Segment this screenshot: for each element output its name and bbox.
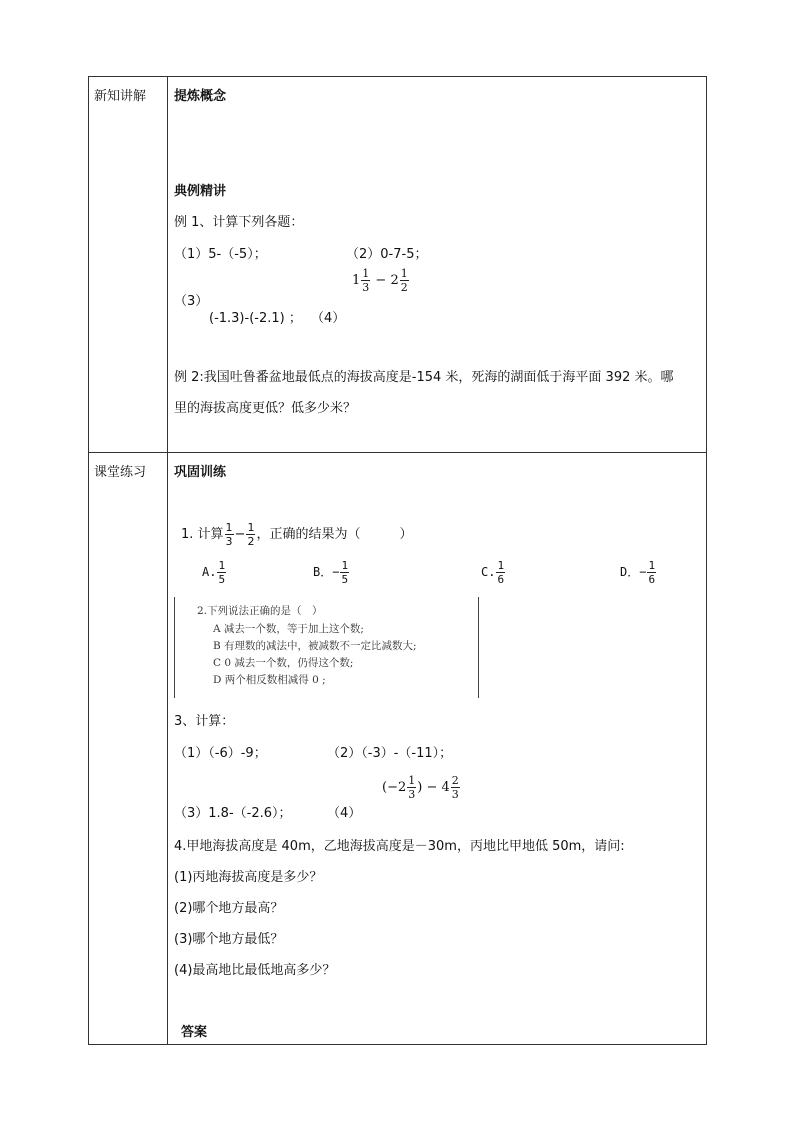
question2-stem: 2.下列说法正确的是（ ） — [197, 605, 323, 617]
question4-intro: 4.甲地海拔高度是 40m，乙地海拔高度是－30m，丙地比甲地低 50m，请问: — [174, 839, 625, 854]
question2-image-box — [174, 597, 479, 698]
question3-title: 3、计算： — [174, 714, 235, 729]
question4-item4: (4)最高地比最低地高多少？ — [174, 963, 336, 978]
question1-option-a: A. $\frac{1}{5}$ — [202, 559, 226, 586]
question3-part1: （1）（-6）-9； — [174, 746, 267, 761]
example2-line1: 例 2:我国吐鲁番盆地最低点的海拔高度是-154 米，死海的湖面低于海平面 392 米。哪 — [174, 370, 674, 385]
example1-title: 例 1、计算下列各题： — [174, 215, 304, 230]
example1-part4-label: （4） — [311, 311, 346, 326]
table-left-border — [88, 76, 89, 1045]
example1-part3-expression: (-1.3)-(-2.1) ； — [209, 311, 302, 326]
table-bottom-border — [88, 1044, 707, 1045]
question4-item3: (3)哪个地方最低？ — [174, 932, 284, 947]
question2-option-d: D 两个相反数相减得 0 ; — [213, 674, 326, 686]
example1-part2: （2）0-7-5； — [346, 247, 428, 262]
example2-line2: 里的海拔高度更低？低多少米？ — [174, 401, 357, 416]
example1-part1: （1）5-（-5）； — [174, 247, 267, 262]
question2-option-c: C 0 减去一个数，仍得这个数; — [213, 657, 354, 669]
question3-part3: （3）1.8-（-2.6）； — [174, 806, 292, 821]
section-heading-examples: 典例精讲 — [174, 184, 227, 199]
question4-item2: (2)哪个地方最高？ — [174, 901, 284, 916]
example1-part3-label: （3） — [174, 294, 209, 309]
section-heading-consolidation: 巩固训练 — [174, 465, 227, 480]
question1-option-c: C. $\frac{1}{6}$ — [481, 559, 505, 586]
question1-option-d: D．− $\frac{1}{6}$ — [620, 559, 656, 586]
question3-part4-expression: (−2 $\frac{1}{3}$ ) − 4 $\frac{2}{3}$ — [382, 774, 459, 801]
question2-option-a: A 减去一个数，等于加上这个数; — [213, 623, 364, 635]
row-label-new-knowledge: 新知讲解 — [94, 89, 147, 104]
question3-part2: （2）（-3）-（-11）； — [327, 746, 453, 761]
table-right-border — [706, 76, 707, 1045]
section-heading-concepts: 提炼概念 — [174, 89, 227, 104]
question3-part4-label: （4） — [327, 806, 362, 821]
answer-label: 答案 — [181, 1025, 208, 1040]
table-column-divider — [167, 76, 168, 1045]
question1-stem: 1. 计算 $\frac{1}{3}$ − $\frac{1}{2}$ ，正确的结果为（ ） — [181, 521, 413, 548]
example1-part4-expression: 1 $\frac{1}{3}$ − 2 $\frac{1}{2}$ — [352, 267, 408, 294]
question4-item1: (1)丙地海拔高度是多少？ — [174, 870, 323, 885]
table-row-divider — [88, 452, 707, 453]
question2-option-b: B 有理数的减法中，被减数不一定比减数大; — [213, 640, 417, 652]
table-top-border — [88, 76, 707, 77]
question1-option-b: B．− $\frac{1}{5}$ — [313, 559, 349, 586]
row-label-classroom-practice: 课堂练习 — [94, 465, 147, 480]
